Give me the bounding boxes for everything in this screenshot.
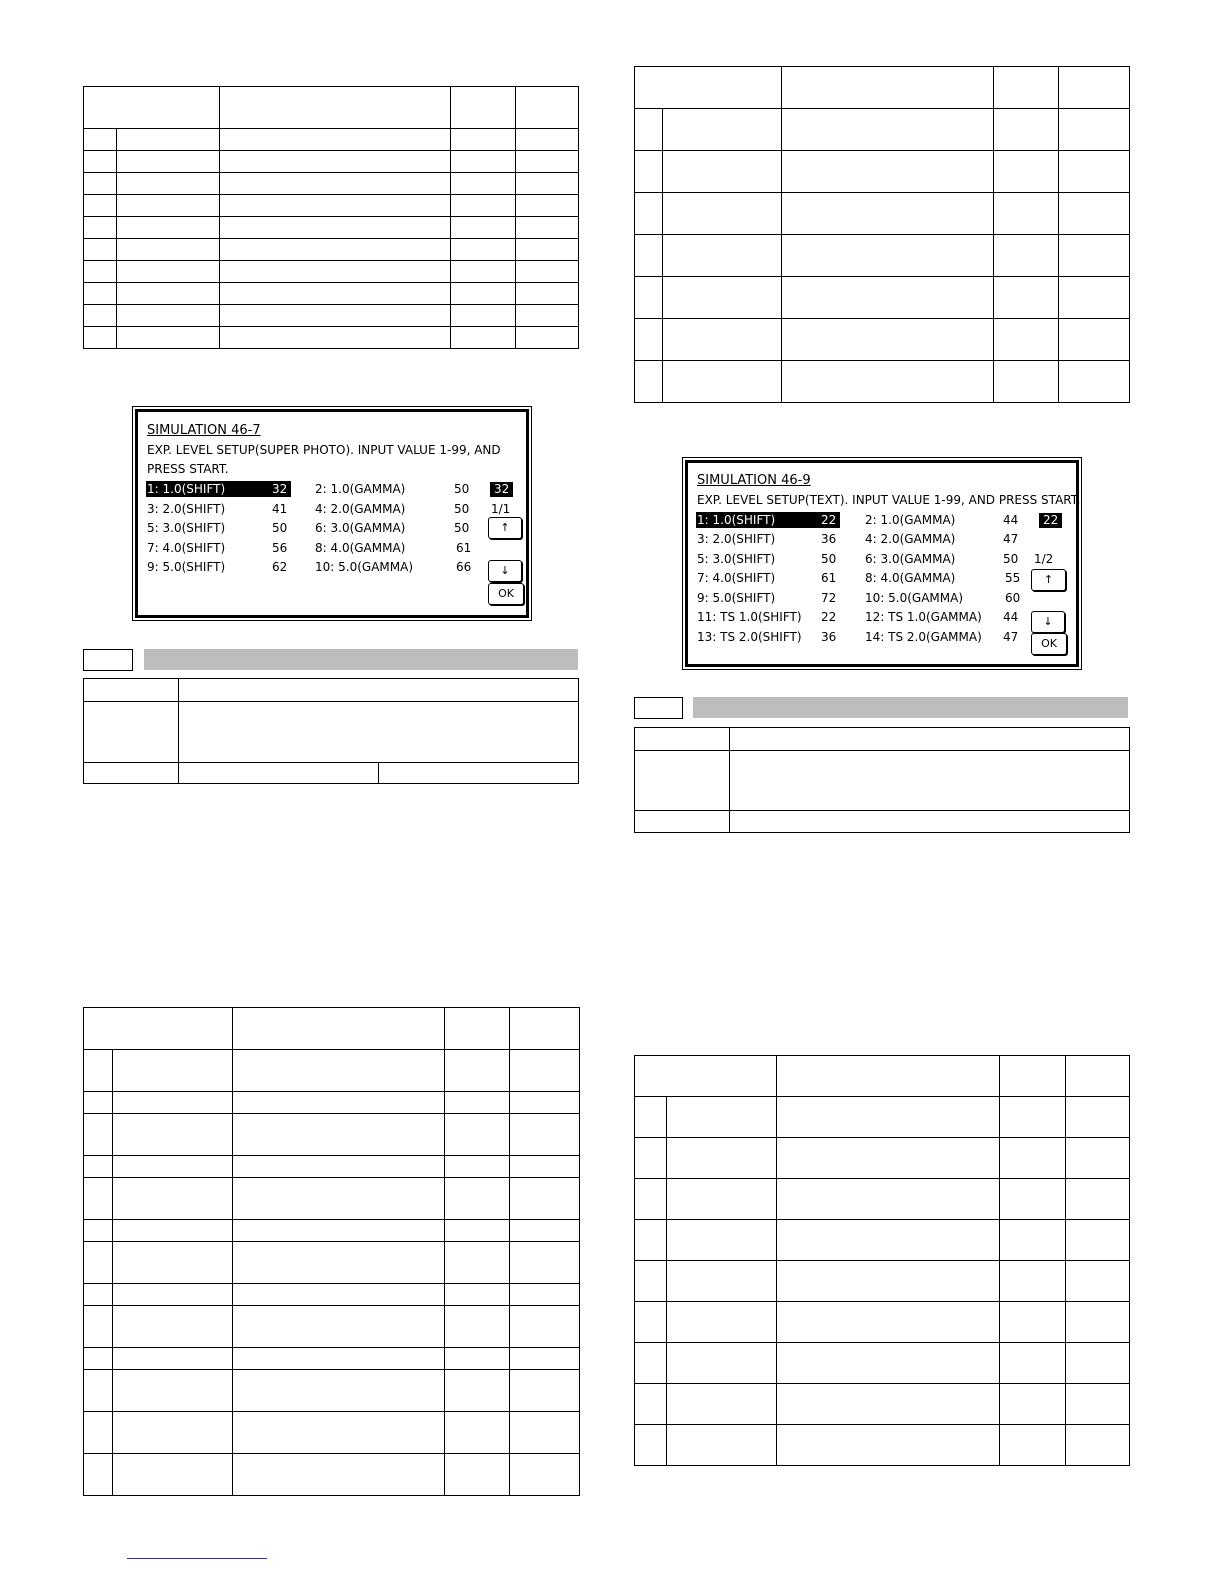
list-item[interactable]: 4: 2.0(GAMMA): [315, 502, 406, 516]
list-item[interactable]: 3: 2.0(SHIFT): [697, 532, 776, 546]
list-item[interactable]: 8: 4.0(GAMMA): [865, 571, 956, 585]
list-item[interactable]: 5: 3.0(SHIFT): [147, 521, 226, 535]
list-item[interactable]: 1: 1.0(SHIFT): [147, 482, 226, 496]
table-left-top: [83, 86, 579, 349]
section-number-box: [634, 697, 683, 719]
simulation-46-9-panel: [685, 460, 1079, 667]
list-item[interactable]: 1: 1.0(SHIFT): [697, 513, 776, 527]
panel-title: SIMULATION 46-9: [697, 473, 811, 488]
ok-button[interactable]: OK: [1031, 633, 1067, 655]
table-left-bottom: [83, 1007, 580, 1496]
list-item[interactable]: 6: 3.0(GAMMA): [315, 521, 406, 535]
list-item[interactable]: 7: 4.0(SHIFT): [697, 571, 776, 585]
list-item[interactable]: 11: TS 1.0(SHIFT): [697, 610, 802, 624]
list-item-value: 50: [821, 552, 837, 566]
list-item-value: 22: [821, 610, 837, 624]
list-item-value: 22: [821, 513, 837, 527]
current-value-box[interactable]: 22: [1039, 513, 1062, 528]
list-item-value: 50: [454, 502, 470, 516]
list-item-value: 47: [1003, 630, 1019, 644]
panel-title: SIMULATION 46-7: [147, 423, 261, 438]
table-right-middle: [634, 727, 1130, 833]
panel-description-2: PRESS START.: [147, 462, 229, 476]
table-left-middle: [83, 678, 579, 784]
list-item-value: 36: [821, 630, 837, 644]
list-item-value: 41: [272, 502, 288, 516]
list-item[interactable]: 2: 1.0(GAMMA): [315, 482, 406, 496]
scroll-down-button[interactable]: ↓: [1031, 611, 1065, 633]
list-item[interactable]: 14: TS 2.0(GAMMA): [865, 630, 982, 644]
list-item-value: 72: [821, 591, 837, 605]
section-number-box: [83, 649, 133, 671]
list-item-value: 60: [1005, 591, 1021, 605]
list-item-value: 47: [1003, 532, 1019, 546]
list-item-value: 55: [1005, 571, 1021, 585]
list-item-value: 50: [272, 521, 288, 535]
scroll-up-button[interactable]: ↑: [488, 517, 522, 539]
list-item-value: 56: [272, 541, 288, 555]
list-item-value: 44: [1003, 513, 1019, 527]
list-item[interactable]: 3: 2.0(SHIFT): [147, 502, 226, 516]
list-item[interactable]: 5: 3.0(SHIFT): [697, 552, 776, 566]
list-item[interactable]: 9: 5.0(SHIFT): [697, 591, 776, 605]
panel-description: EXP. LEVEL SETUP(SUPER PHOTO). INPUT VALUE 1-99, AND: [147, 443, 501, 457]
list-item-value: 44: [1003, 610, 1019, 624]
list-item[interactable]: 12: TS 1.0(GAMMA): [865, 610, 982, 624]
scroll-up-button[interactable]: ↑: [1031, 569, 1066, 591]
list-item[interactable]: 10: 5.0(GAMMA): [315, 560, 413, 574]
panel-description: EXP. LEVEL SETUP(TEXT). INPUT VALUE 1-99, AND PRESS START.: [697, 493, 1081, 507]
scroll-down-button[interactable]: ↓: [488, 560, 522, 582]
list-item[interactable]: 9: 5.0(SHIFT): [147, 560, 226, 574]
list-item[interactable]: 4: 2.0(GAMMA): [865, 532, 956, 546]
page-indicator: 1/2: [1034, 552, 1054, 566]
list-item-value: 32: [272, 482, 288, 496]
footer-link[interactable]: [127, 1558, 267, 1559]
section-title-bar: [144, 649, 578, 670]
table-right-top: [634, 66, 1130, 403]
list-item-value: 50: [1003, 552, 1019, 566]
list-item-value: 50: [454, 521, 470, 535]
simulation-46-7-panel: [135, 409, 529, 618]
list-item[interactable]: 8: 4.0(GAMMA): [315, 541, 406, 555]
section-title-bar: [693, 697, 1128, 718]
list-item-value: 36: [821, 532, 837, 546]
current-value-box[interactable]: 32: [490, 482, 513, 497]
list-item-value: 50: [454, 482, 470, 496]
page-indicator: 1/1: [491, 502, 511, 516]
ok-button[interactable]: OK: [488, 583, 524, 605]
list-item[interactable]: 2: 1.0(GAMMA): [865, 513, 956, 527]
list-item-value: 62: [272, 560, 288, 574]
list-item[interactable]: 6: 3.0(GAMMA): [865, 552, 956, 566]
list-item[interactable]: 10: 5.0(GAMMA): [865, 591, 963, 605]
list-item[interactable]: 7: 4.0(SHIFT): [147, 541, 226, 555]
list-item-value: 61: [821, 571, 837, 585]
list-item[interactable]: 13: TS 2.0(SHIFT): [697, 630, 802, 644]
table-right-bottom: [634, 1055, 1130, 1466]
list-item-value: 61: [456, 541, 472, 555]
list-item-value: 66: [456, 560, 472, 574]
